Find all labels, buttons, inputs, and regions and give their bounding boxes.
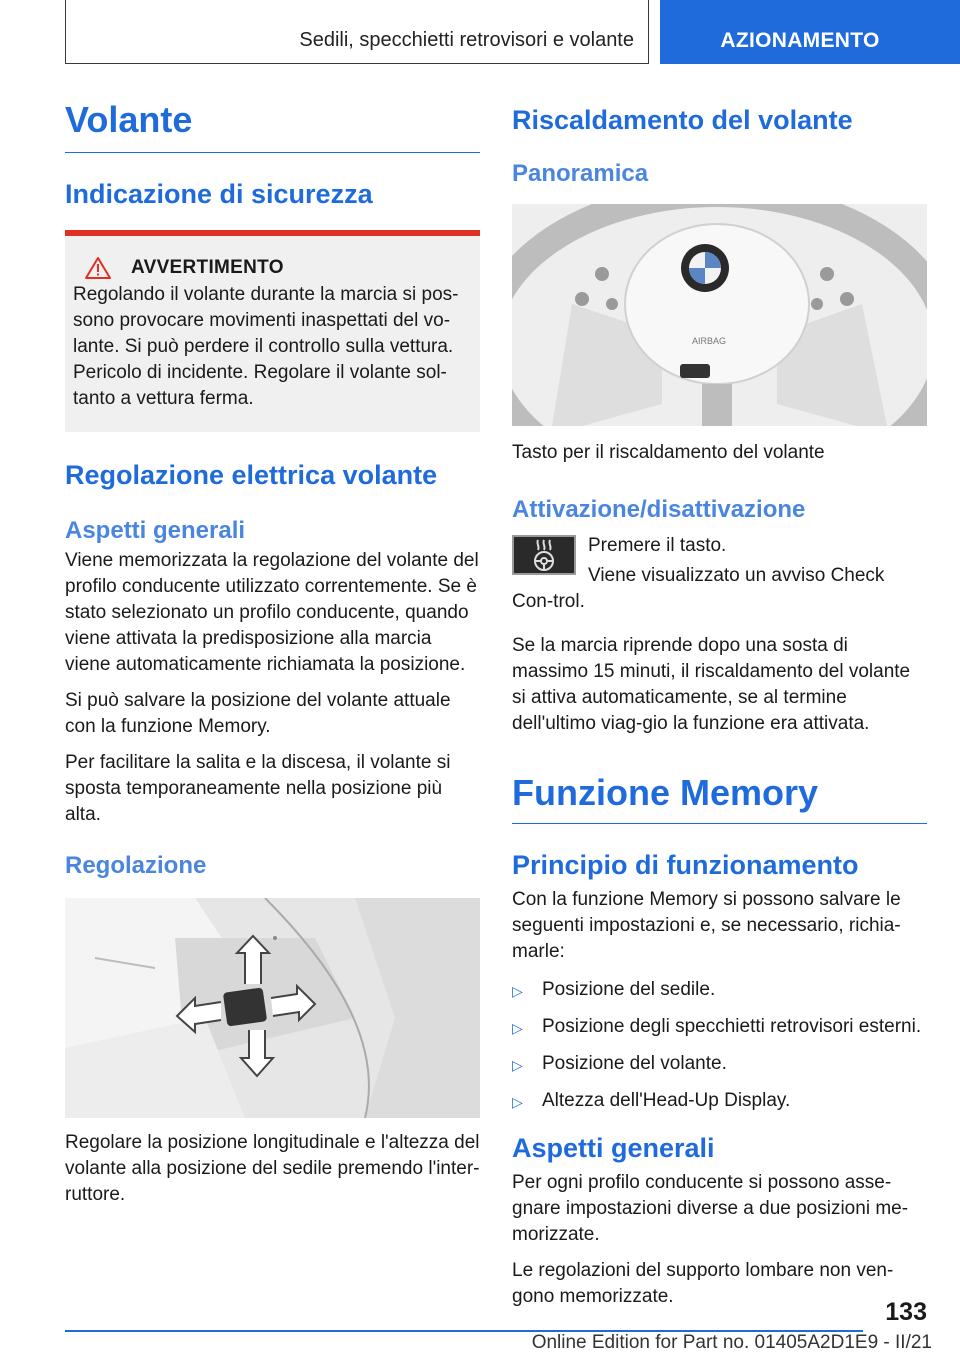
principle-heading: Principio di funzionamento	[512, 849, 859, 880]
memory-title: Funzione Memory	[512, 773, 927, 824]
steering-column-switch-image	[65, 898, 480, 1118]
resume-text: Se la marcia riprende dopo una sosta di massimo 15 minuti, il riscaldamento del volante si attiva automaticamente, se al termine dell'ultimo viag-gio la funzione era attivata.	[512, 635, 911, 735]
memory-settings-list	[512, 977, 927, 1115]
warning-triangle-icon	[85, 256, 111, 280]
memory-general-heading: Aspetti generali	[512, 1132, 715, 1163]
chapter-title: AZIONAMENTO	[720, 29, 880, 52]
right-column	[512, 100, 927, 1310]
general-paragraph-3: Per facilitare la salita e la discesa, il volante si sposta temporaneamente nella posizione più alta.	[65, 752, 451, 826]
list-item: ▷ Altezza dell'Head-Up Display.	[512, 1088, 927, 1115]
warning-title: AVVERTIMENTO	[131, 256, 284, 278]
memory-general-paragraph-2: Le regolazioni del supporto lombare non ven-gono memorizzate.	[512, 1259, 894, 1307]
section-header-tab	[65, 0, 649, 64]
warning-box	[65, 236, 480, 432]
list-item: ▷ Posizione del volante.	[512, 1051, 927, 1078]
display-text: Viene visualizzato un avviso Check Con-trol.	[512, 565, 885, 613]
safety-heading: Indicazione di sicurezza	[65, 178, 373, 209]
adjust-caption: Regolare la posizione longitudinale e l'altezza del volante alla posizione del sedile premendo l'inter-ruttore.	[65, 1131, 480, 1205]
overview-heading: Panoramica	[512, 160, 649, 188]
chapter-tab	[660, 0, 960, 64]
activation-block	[512, 533, 927, 615]
press-text: Premere il tasto.	[588, 535, 727, 557]
list-item: ▷ Posizione del sedile.	[512, 977, 927, 1004]
triangle-bullet-icon: ▷	[512, 1019, 523, 1036]
list-item: ▷ Posizione degli specchietti retrovisori esterni.	[512, 1014, 927, 1041]
triangle-bullet-icon: ▷	[512, 982, 523, 999]
memory-general-paragraph-1: Per ogni profilo conducente si possono asse-gnare impostazioni diverse a due posizioni me-morizzate.	[512, 1171, 909, 1245]
overview-caption: Tasto per il riscaldamento del volante	[512, 441, 825, 463]
left-column	[65, 100, 480, 1208]
page-title: Volante	[65, 100, 480, 153]
activation-heading: Attivazione/disattivazione	[512, 495, 806, 523]
general-paragraph-1: Viene memorizzata la regolazione del volante del profilo conducente utilizzato correntemente. Se è stato selezionato un profilo conducente, quando viene attivata la predisposizione alla marcia viene automaticamente richiamata la posizione.	[65, 550, 479, 676]
steering-heat-button-icon	[512, 535, 576, 575]
general-heading: Aspetti generali	[65, 516, 246, 544]
svg-text:AIRBAG: AIRBAG	[692, 335, 727, 346]
principle-text: Con la funzione Memory si possono salvare le seguenti impostazioni e, se necessario, richia-marle:	[512, 888, 901, 962]
triangle-bullet-icon: ▷	[512, 1093, 523, 1110]
general-paragraph-2: Si può salvare la posizione del volante attuale con la funzione Memory.	[65, 690, 451, 738]
page-number: 133	[885, 1298, 927, 1326]
adjust-heading: Regolazione	[65, 852, 207, 880]
steering-wheel-image	[512, 204, 927, 426]
section-title: Sedili, specchietti retrovisori e volante	[299, 29, 634, 51]
edition-footer: Online Edition for Part no. 01405A2D1E9 - II/21	[531, 1332, 932, 1353]
electric-adjust-heading: Regolazione elettrica volante	[65, 459, 438, 490]
warning-text: Regolando il volante durante la marcia si pos-sono provocare movimenti inaspettati del vo-lante. Si può perdere il controllo sulla vettura. Pericolo di incidente. Regolare il volante sol-tanto a vettura ferma.	[73, 283, 459, 409]
heating-heading: Riscaldamento del volante	[512, 105, 853, 135]
triangle-bullet-icon: ▷	[512, 1056, 523, 1073]
